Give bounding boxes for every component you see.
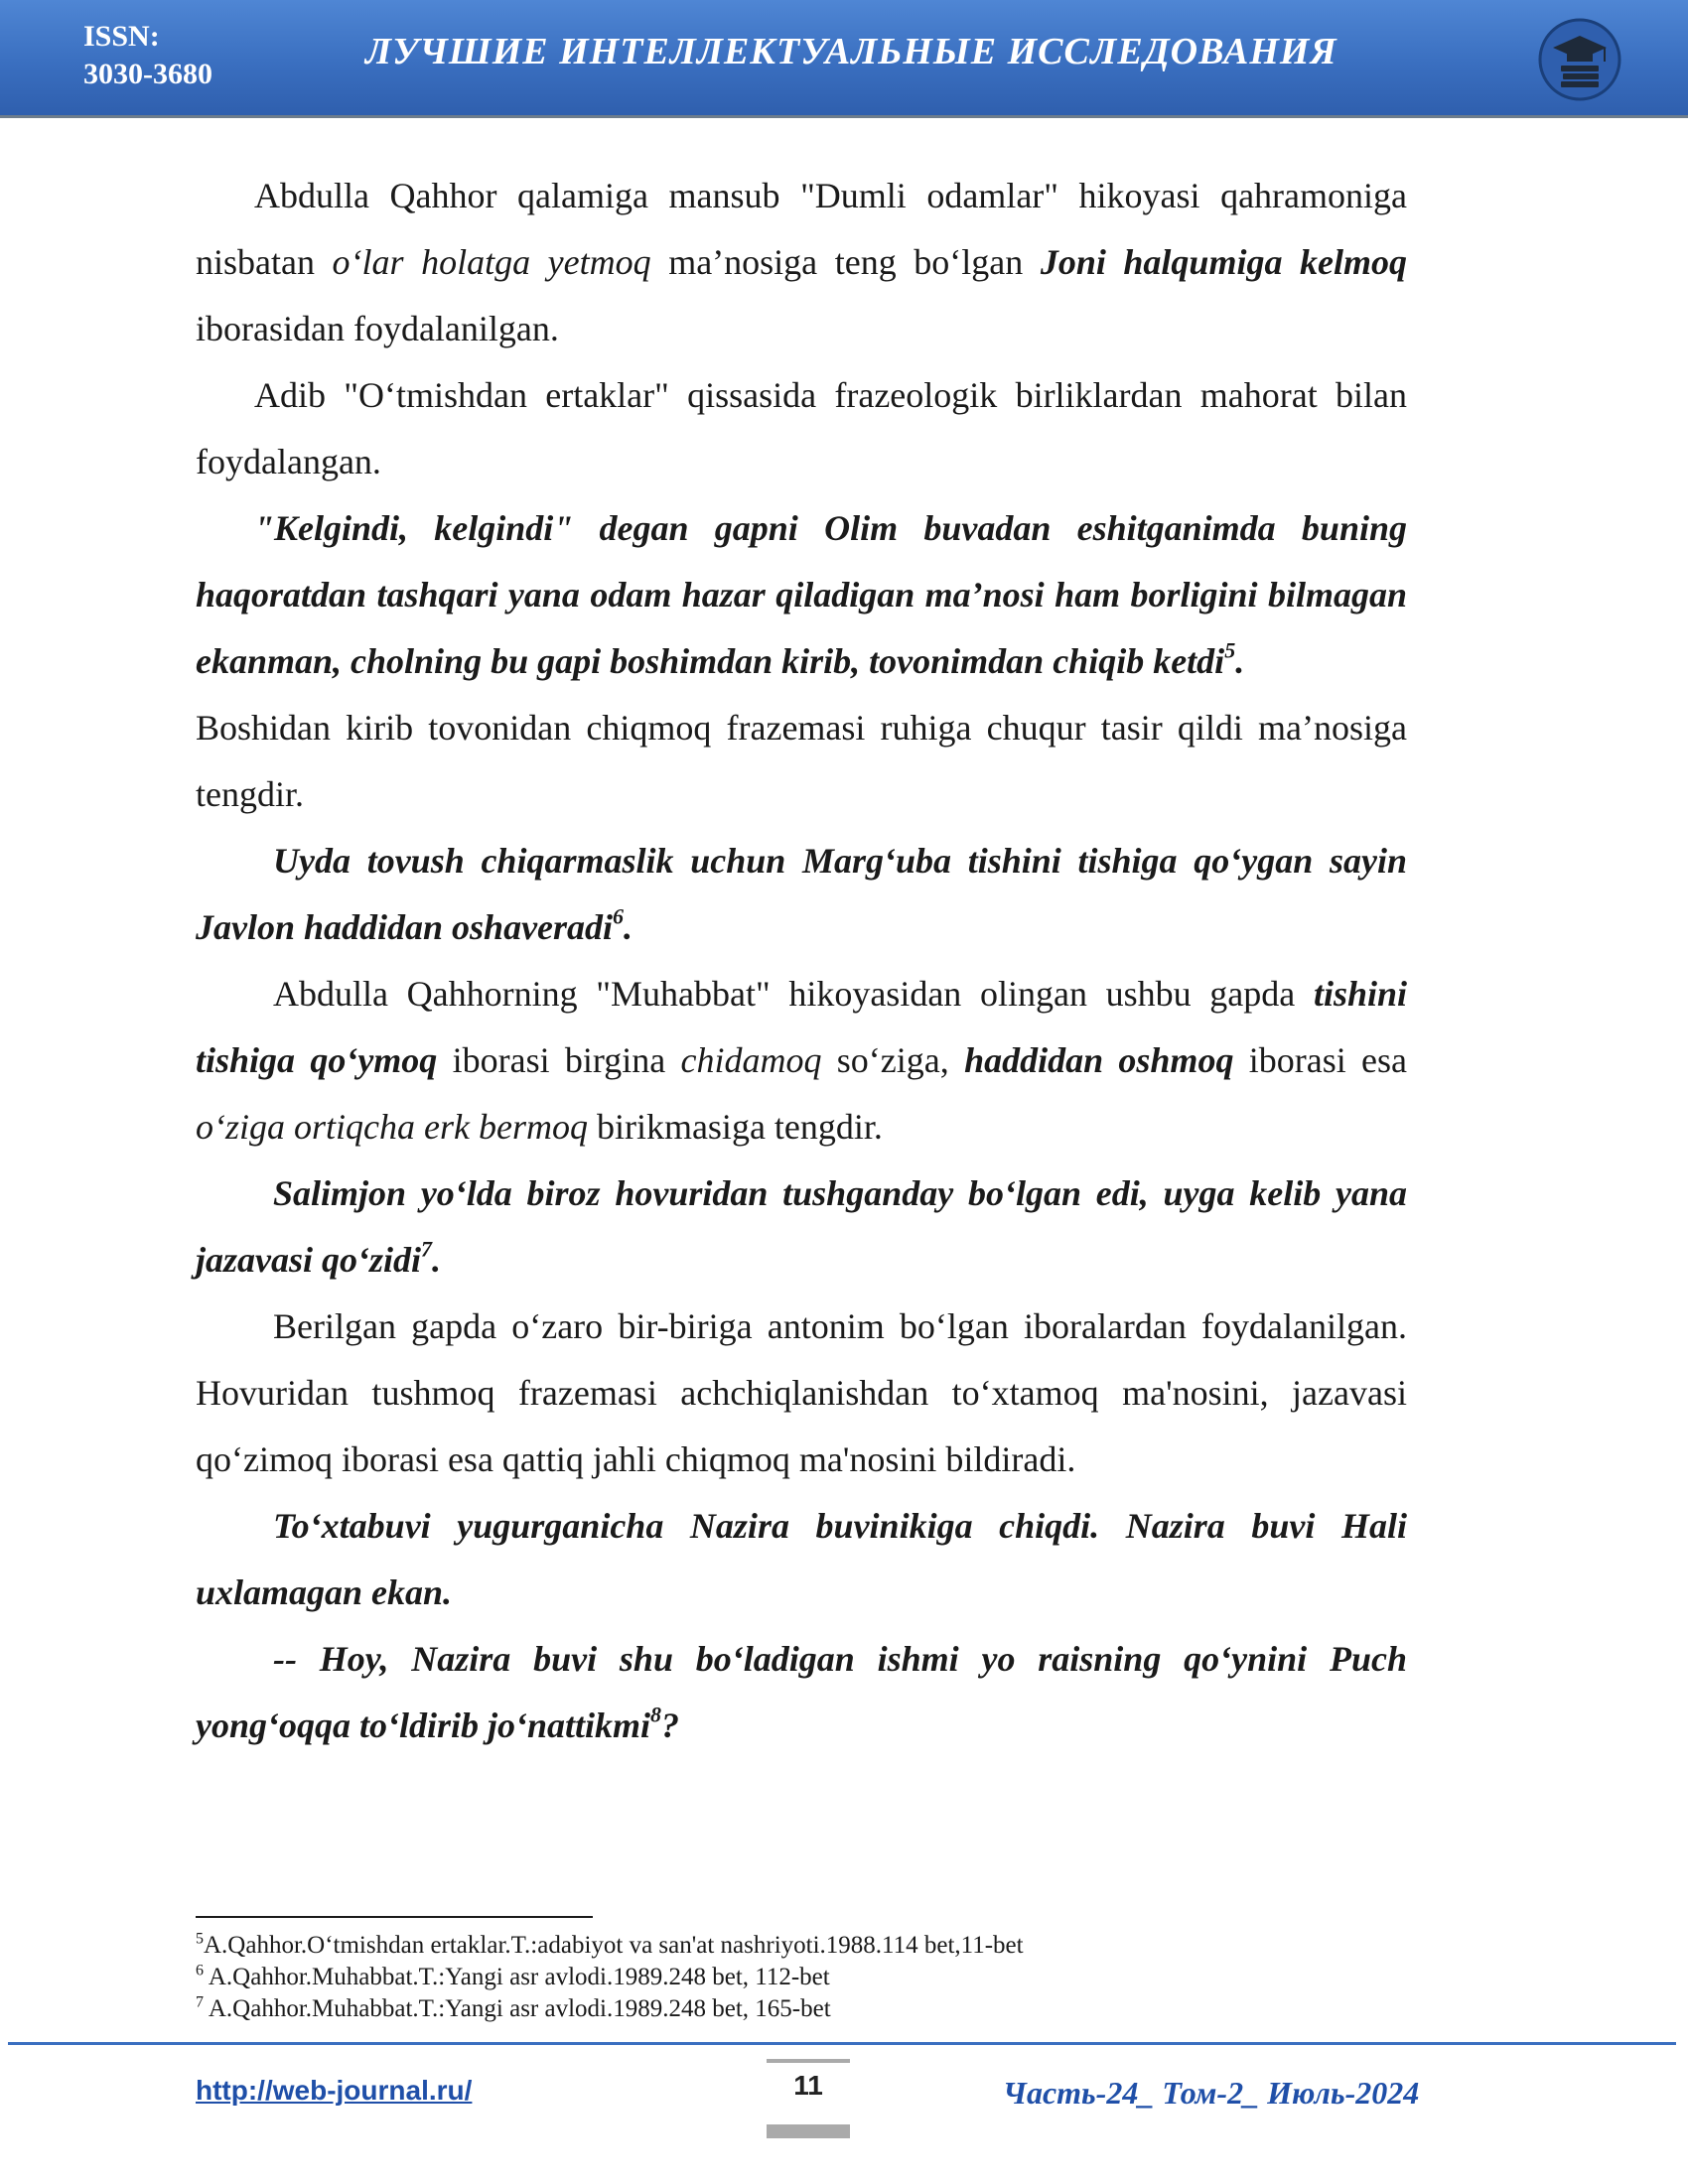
journal-url-link[interactable]: http://web-journal.ru/ xyxy=(196,2075,473,2106)
issn-label: ISSN: xyxy=(83,20,160,53)
quote-toxtabuvi: To‘xtabuvi yugurganicha Nazira buvinikiga chiqdi. Nazira buvi Hali uxlamagan ekan. xyxy=(196,1506,1407,1612)
quote-end: . xyxy=(624,907,633,947)
paragraph-dumli-odamlar xyxy=(196,163,1407,362)
footnote-number: 7 xyxy=(196,1993,204,2011)
quote-end: . xyxy=(1235,641,1245,681)
issn-number: 3030-3680 xyxy=(83,58,212,90)
footnote-ref: 7 xyxy=(421,1236,433,1262)
italic-meaning: o‘lar holatga yetmoq xyxy=(332,242,651,282)
paragraph-muhabbat xyxy=(196,961,1407,1160)
text-run: so‘ziga, xyxy=(821,1040,965,1080)
footnote-text: A.Qahhor.Muhabbat.T.:Yangi asr avlodi.1989.248 bet, 112-bet xyxy=(204,1964,830,1990)
issue-info: Часть-24_ Том-2_ Июль-2024 xyxy=(1003,2075,1420,2111)
footnote-text: A.Qahhor.O‘tmishdan ertaklar.T.:adabiyot va san'at nashriyoti.1988.114 bet,11-bet xyxy=(204,1932,1024,1959)
journal-title: ЛУЧШИЕ ИНТЕЛЛЕКТУАЛЬНЫЕ ИССЛЕДОВАНИЯ xyxy=(365,31,1337,72)
footnote-number: 5 xyxy=(196,1930,204,1948)
article-body xyxy=(196,163,1407,1759)
text-run: iborasi birgina xyxy=(437,1040,681,1080)
quote-end: . xyxy=(432,1240,442,1280)
footer-divider xyxy=(8,2042,1676,2045)
quote-kelgindi xyxy=(196,495,1407,695)
italic-meaning: chidamoq xyxy=(680,1040,822,1080)
footnote-ref: 8 xyxy=(650,1702,662,1727)
footnote-text: A.Qahhor.Muhabbat.T.:Yangi asr avlodi.1989.248 bet, 165-bet xyxy=(204,1995,831,2022)
quote-end: ? xyxy=(661,1706,680,1745)
text-run: Abdulla Qahhor qalamiga mansub "Dumli odamlar" hikoyasi qahramoniga nisbatan xyxy=(196,176,1407,282)
text-run: iborasi esa xyxy=(1233,1040,1407,1080)
text-run: ma’nosiga teng bo‘lgan xyxy=(650,242,1041,282)
text-run: iborasidan foydalanilgan. xyxy=(196,309,559,348)
footnote-ref: 6 xyxy=(613,903,625,929)
quote-text: -- Hoy, Nazira buvi shu bo‘ladigan ishmi yo raisning qo‘ynini Puch yong‘oqqa to‘ldirib jo‘nattikmi xyxy=(196,1639,1407,1745)
footnote-item xyxy=(196,1993,1407,2025)
italic-meaning: o‘ziga ortiqcha erk bermoq xyxy=(196,1107,588,1147)
footnotes xyxy=(196,1930,1407,2025)
text-run: birikmasiga tengdir. xyxy=(587,1107,883,1147)
footnote-item xyxy=(196,1930,1407,1962)
page-number: 11 xyxy=(767,2059,850,2138)
idiom-phrase: Joni halqumiga kelmoq xyxy=(1040,242,1407,282)
paragraph-berilgan: Berilgan gapda o‘zaro bir-biriga antonim bo‘lgan iboralardan foydalanilgan. Hovuridan tushmoq frazemasi achchiqlanishdan to‘xtamoq ma'nosini, jazavasi qo‘zimoq iborasi esa qattiq jahli chiqmoq ma'nosini bildiradi. xyxy=(196,1306,1407,1479)
quote-salimjon xyxy=(196,1160,1407,1294)
idiom-phrase: tishini tishiga qo‘ymoq xyxy=(196,974,1407,1080)
quote-text: "Kelgindi, kelgindi" degan gapni Olim buvadan eshitganimda buning haqoratdan tashqari yana odam hazar qiladigan ma’nosi ham borligini bilmagan ekanman, cholning bu gapi boshimdan kirib, tovonimdan chiqib ketdi xyxy=(196,508,1407,681)
quote-text: Salimjon yo‘lda biroz hovuridan tushganday bo‘lgan edi, uyga kelib yana jazavasi qo‘zidi xyxy=(196,1173,1407,1280)
idiom-phrase: haddidan oshmoq xyxy=(964,1040,1234,1080)
quote-hoy-nazira xyxy=(196,1626,1407,1759)
footnote-ref: 5 xyxy=(1224,637,1236,663)
graduation-cap-books-icon xyxy=(1533,18,1626,101)
quote-text: Uyda tovush chiqarmaslik uchun Marg‘uba tishini tishiga qo‘ygan sayin Javlon haddidan oshaveradi xyxy=(196,841,1407,947)
paragraph-otmishdan: Adib "O‘tmishdan ertaklar" qissasida frazeologik birliklardan mahorat bilan foydalangan. xyxy=(196,375,1407,481)
issn-block xyxy=(83,18,212,93)
quote-marguba xyxy=(196,828,1407,961)
footnote-separator xyxy=(196,1916,593,1918)
journal-header xyxy=(0,0,1688,118)
footnote-number: 6 xyxy=(196,1962,204,1979)
paragraph-boshidan: Boshidan kirib tovonidan chiqmoq frazemasi ruhiga chuqur tasir qildi ma’nosiga tengdir. xyxy=(196,708,1407,814)
text-run: Abdulla Qahhorning "Muhabbat" hikoyasidan olingan ushbu gapda xyxy=(273,974,1314,1014)
footnote-item xyxy=(196,1962,1407,1993)
